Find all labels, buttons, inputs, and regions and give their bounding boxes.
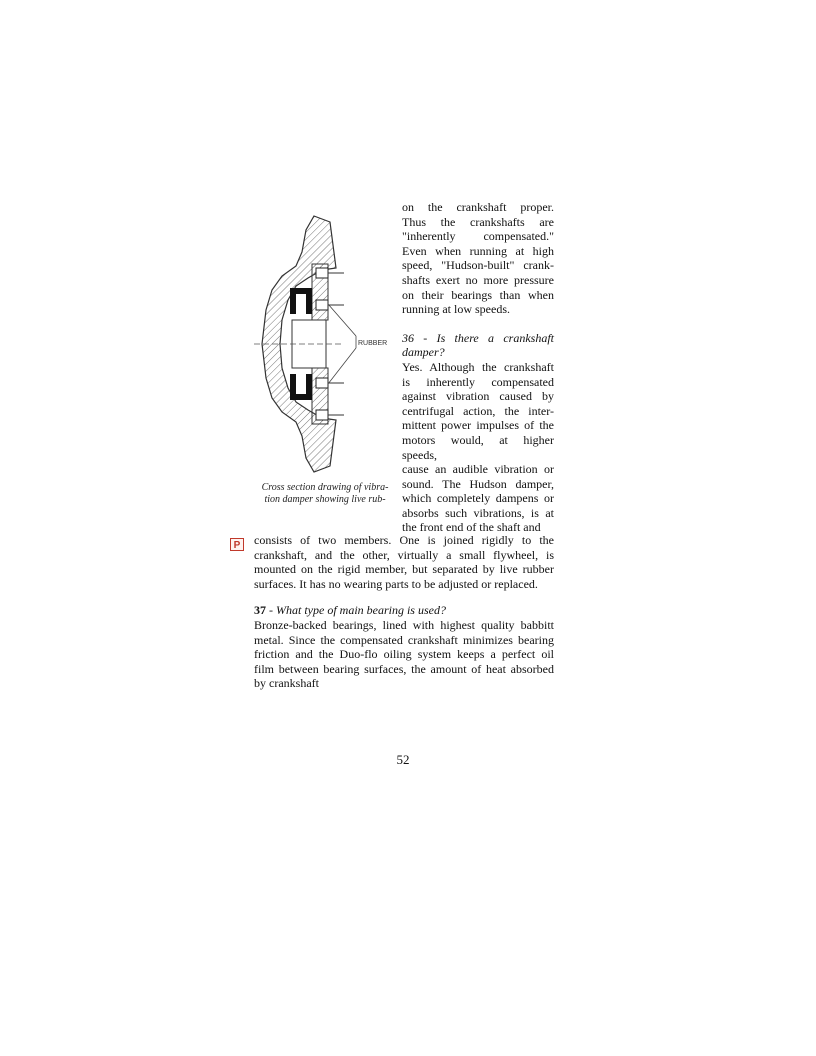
rubber-label: RUBBER xyxy=(358,340,388,347)
paragraph-compensated xyxy=(402,200,554,317)
caption-line: tion damper showing live rub- xyxy=(264,494,386,505)
text-line: speeds, xyxy=(402,447,437,462)
text-line: is inherently compensated xyxy=(402,374,554,389)
text-line: by crankshaft xyxy=(254,676,319,691)
text-line: Yes. Although the crankshaft xyxy=(402,359,554,374)
text-line: running at low speeds. xyxy=(402,302,510,317)
text-line: consists of two members. One is joined rigidly to the xyxy=(254,533,554,547)
text-line: absorbs such vibrations, is at xyxy=(402,505,554,520)
damper-cross-section-drawing xyxy=(252,208,396,480)
paragraph-damper-members xyxy=(254,533,554,591)
damper-cross-section-figure xyxy=(252,208,396,480)
text-line: cause an audible vibration or xyxy=(402,462,554,477)
text-line: mounted on the rigid member, but separated by live rubber xyxy=(254,562,554,577)
answer-37 xyxy=(254,618,554,691)
text-line: metal. Since the compensated crankshaft minimizes bearing xyxy=(254,632,554,647)
caption-line: Cross section drawing of vibra- xyxy=(261,482,389,493)
text-line: centrifugal action, the inter- xyxy=(402,403,554,418)
text-line: Bronze-backed bearings, lined with highest quality babbitt xyxy=(254,617,554,632)
full-width-column xyxy=(254,533,554,691)
page-marker-badge[interactable]: P xyxy=(230,538,244,551)
text-line: which completely dampens or xyxy=(402,491,554,506)
question-36: 36 - Is there a crankshaft damper? xyxy=(402,330,554,360)
question-text: - What type of main bearing is used? xyxy=(266,603,446,618)
figure-caption xyxy=(252,482,398,506)
text-line: surfaces. It has no wearing parts to be adjusted or replaced. xyxy=(254,576,538,591)
text-line: Even when running at high xyxy=(402,243,554,258)
answer-36 xyxy=(402,360,554,462)
text-line: Thus the crankshafts are xyxy=(402,214,554,229)
text-line: shafts exert no more pressure xyxy=(402,272,554,287)
text-line: on the crankshaft proper. xyxy=(402,200,554,214)
text-line: film between bearing surfaces, the amount of heat absorbed xyxy=(254,661,554,676)
text-line: "inherently compensated." xyxy=(402,229,554,244)
answer-36-continued xyxy=(402,462,554,535)
right-column xyxy=(402,200,554,535)
text-line: sound. The Hudson damper, xyxy=(402,476,554,491)
text-line: against vibration caused by xyxy=(402,389,554,404)
text-line: the front end of the shaft and xyxy=(402,520,541,535)
question-number: 37 xyxy=(254,603,266,618)
page-number: 52 xyxy=(396,752,410,767)
text-line: speed, "Hudson-built" crank- xyxy=(402,258,554,273)
text-line: friction and the Duo-flo oiling system keeps a perfect oil xyxy=(254,647,554,662)
text-line: on their bearings than when xyxy=(402,287,554,302)
question-37 xyxy=(254,603,554,618)
text-line: motors would, at higher xyxy=(402,432,554,447)
text-line: mittent power impulses of the xyxy=(402,418,554,433)
text-line: crankshaft, and the other, virtually a small flywheel, is xyxy=(254,547,554,562)
